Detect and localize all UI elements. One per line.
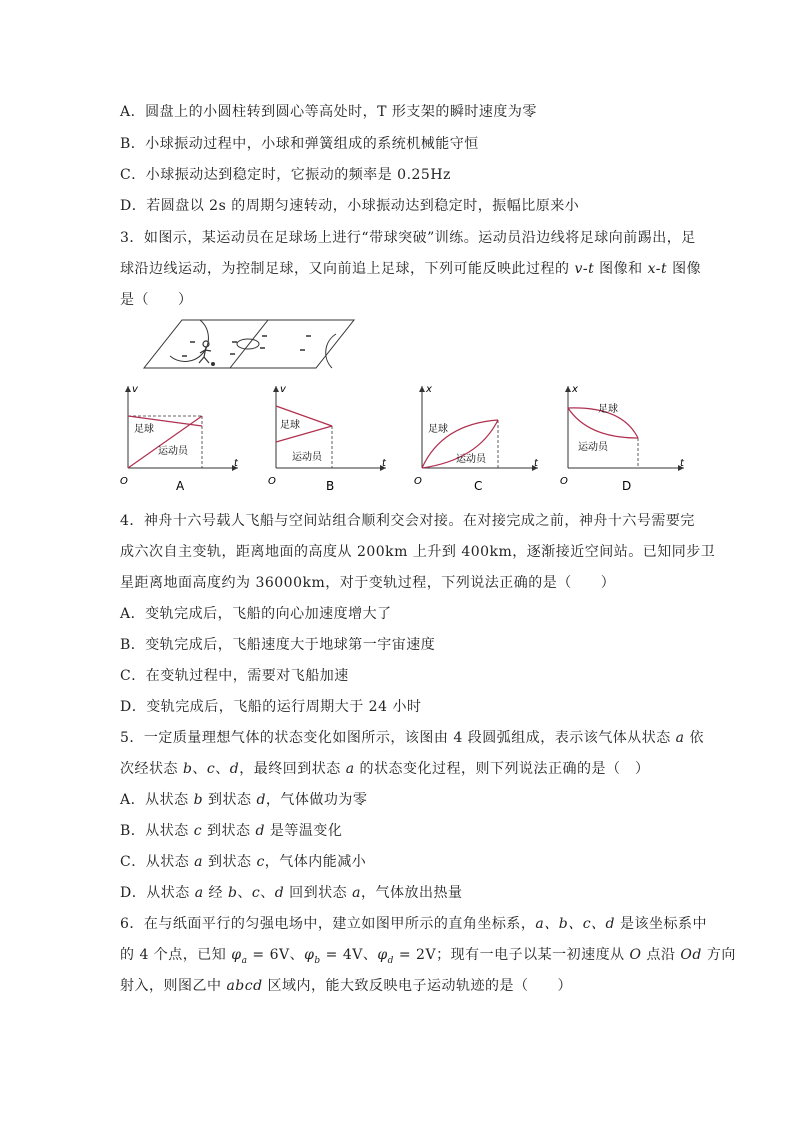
q4-stem-line3: 星距离地面高度约为 36000km，对于变轨过程，下列说法正确的是（ ）	[120, 575, 616, 591]
graph-d-x-label: t	[680, 458, 684, 469]
q2-option-c: C．小球振动达到稳定时，它振动的频率是 0.25Hz	[120, 167, 451, 183]
graph-d-caption: D	[622, 479, 632, 492]
graph-a-ball-label: 足球	[134, 424, 154, 435]
graph-a-origin: O	[120, 476, 128, 487]
q5-stem-line1: 5．一定质量理想气体的状态变化如图所示，该图由 4 段圆弧组成，表示该气体从状态 a 依	[120, 730, 704, 746]
graph-d-origin: O	[560, 476, 568, 487]
graph-c-origin: O	[414, 476, 422, 487]
graph-c-caption: C	[474, 479, 483, 492]
q4-option-c: C．在变轨过程中，需要对飞船加速	[120, 668, 349, 684]
q5-stem-line2: 次经状态 b、c、d，最终回到状态 a 的状态变化过程，则下列说法正确的是（ ）	[120, 761, 650, 777]
graph-c-ball-label: 足球	[428, 424, 448, 435]
graph-d	[558, 380, 690, 492]
graph-c-runner-label: 运动员	[456, 454, 486, 465]
q2-option-d: D．若圆盘以 2s 的周期匀速转动，小球振动达到稳定时，振幅比原来小	[120, 198, 580, 214]
graph-b-runner-label: 运动员	[292, 452, 322, 463]
graph-b	[260, 380, 392, 492]
runner-icon	[199, 341, 211, 363]
q6-stem-line1: 6．在与纸面平行的匀强电场中，建立如图甲所示的直角坐标系，a、b、c、d 是该坐标系中	[120, 916, 707, 932]
q4-stem-line2: 成六次自主变轨，距离地面的高度从 200km 上升到 400km，逐渐接近空间站。已知同步卫	[120, 544, 716, 560]
q3-stem-line1: 3．如图示，某运动员在足球场上进行“带球突破”训练。运动员沿边线将足球向前踢出，足	[120, 230, 696, 246]
ball-icon	[211, 362, 215, 366]
graph-c-x-label: t	[534, 458, 538, 469]
q2-option-a: A．圆盘上的小圆柱转到圆心等高处时，T 形支架的瞬时速度为零	[120, 104, 537, 120]
q6-stem-line3: 射入，则图乙中 abcd 区域内，能大致反映电子运动轨迹的是（ ）	[120, 978, 573, 994]
graph-a	[112, 380, 244, 492]
graph-a-x-label: t	[234, 458, 238, 469]
q5-option-c: C．从状态 a 到状态 c，气体内能减小	[120, 854, 367, 870]
football-field-figure	[140, 316, 360, 372]
q4-option-a: A．变轨完成后，飞船的向心加速度增大了	[120, 606, 392, 622]
graph-d-y-label: x	[572, 384, 578, 395]
q3-stem-line3: 是（ ）	[120, 292, 193, 308]
q3-stem-line2: 球沿边线运动，为控制足球，又向前追上足球，下列可能反映此过程的 v-t 图像和 x-t 图像	[120, 261, 702, 277]
q5-option-d: D．从状态 a 经 b、c、d 回到状态 a，气体放出热量	[120, 885, 463, 901]
graph-a-runner-label: 运动员	[158, 446, 188, 457]
q4-option-d: D．变轨完成后，飞船的运行周期大于 24 小时	[120, 699, 422, 715]
q4-stem-line1: 4．神舟十六号载人飞船与空间站组合顺利交会对接。在对接完成之前，神舟十六号需要完	[120, 513, 695, 529]
q2-option-b: B．小球振动过程中，小球和弹簧组成的系统机械能守恒	[120, 136, 479, 152]
q5-option-a: A．从状态 b 到状态 d，气体做功为零	[120, 792, 368, 808]
graph-d-ball-label: 足球	[598, 404, 618, 415]
graph-b-ball-label: 足球	[280, 420, 300, 431]
graph-a-caption: A	[176, 479, 185, 492]
graph-c	[412, 380, 544, 492]
graph-b-caption: B	[326, 479, 335, 492]
graph-b-origin: O	[268, 476, 276, 487]
graph-a-y-label: v	[132, 384, 138, 395]
graph-d-runner-label: 运动员	[578, 442, 608, 453]
q5-option-b: B．从状态 c 到状态 d 是等温变化	[120, 823, 343, 839]
q6-stem-line2: 的 4 个点，已知 $\varphi_a = 6V$、$\varphi_b = 4V$、$\varphi_d = 2V$；现有一电子以某一初速度从 O 点沿 Od 方向	[120, 947, 736, 966]
graph-c-y-label: x	[426, 384, 432, 395]
graph-b-y-label: v	[280, 384, 286, 395]
graph-b-x-label: t	[382, 458, 386, 469]
q4-option-b: B．变轨完成后，飞船速度大于地球第一宇宙速度	[120, 637, 436, 653]
